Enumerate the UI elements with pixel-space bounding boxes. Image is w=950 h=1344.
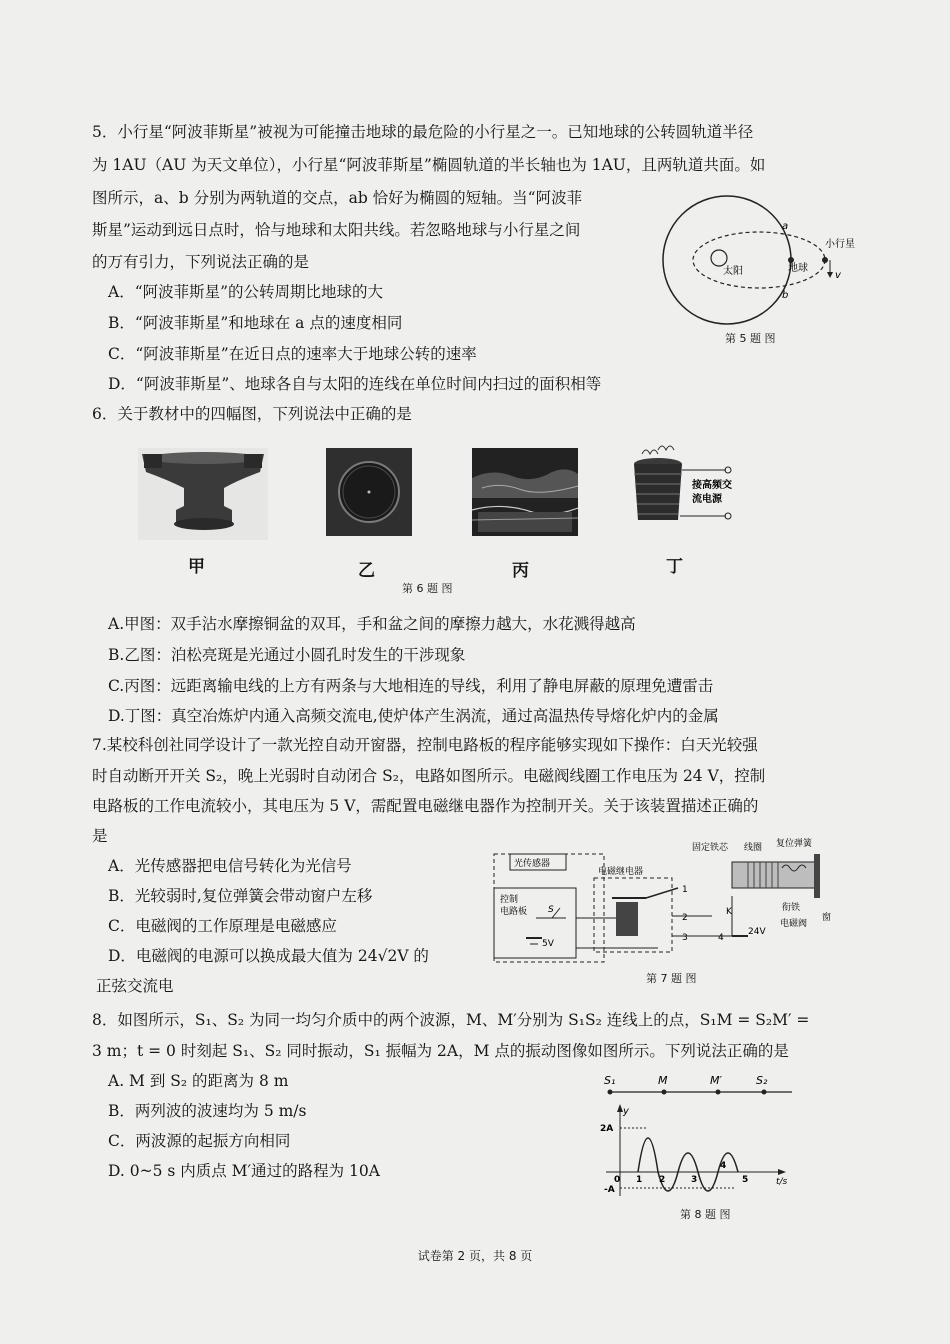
q8-option-c: C．两波源的起振方向相同	[108, 1132, 291, 1150]
coil-label: 线圈	[744, 843, 763, 853]
image-label-yi: 乙	[358, 561, 375, 581]
q7-line-1: 7.某校科创社同学设计了一款光控自动开窗器，控制电路板的程序能够实现如下操作：白天光较强	[92, 736, 758, 754]
tick-3: 3	[691, 1175, 698, 1185]
q5-option-c: C．“阿波菲斯星”在近日点的速率大于地球公转的速率	[108, 345, 477, 363]
node-k-label: K	[726, 907, 732, 917]
q7-option-c: C．电磁阀的工作原理是电磁感应	[108, 917, 337, 935]
valve-label: 电磁阀	[780, 919, 808, 929]
relay-label: 电磁继电器	[598, 867, 644, 877]
asteroid-label: 小行星	[825, 239, 855, 250]
voltage-24v-label: 24V	[748, 927, 766, 937]
copper-basin-photo	[138, 448, 268, 540]
q5-line-4: 斯星”运动到远日点时，恰与地球和太阳共线。若忽略地球与小行星之间	[92, 221, 581, 239]
q7-option-d-cont: 正弦交流电	[96, 977, 174, 995]
node-3-label: 3	[682, 933, 688, 943]
q6-option-a: A.甲图：双手沾水摩擦铜盆的双耳，手和盆之间的摩擦力越大，水花溅得越高	[108, 615, 636, 633]
q8-line-1: 8．如图所示，S₁、S₂ 为同一均匀介质中的两个波源，M、M′分别为 S₁S₂ 连线上的点，S₁M = S₂M′ =	[92, 1011, 810, 1029]
q7-line-2: 时自动断开开关 S₂，晚上光弱时自动闭合 S₂，电路如图所示。电磁阀线圈工作电压为 24 V，控制	[92, 767, 766, 785]
q5-figure-caption: 第 5 题 图	[725, 332, 776, 345]
q8-option-d: D. 0~5 s 内质点 M′通过的路程为 10A	[108, 1162, 380, 1180]
q8-figure-caption: 第 8 题 图	[680, 1208, 731, 1221]
orbit-diagram	[655, 192, 860, 327]
q6-option-d: D.丁图：真空冶炼炉内通入高频交流电,使炉体产生涡流，通过高温热传导熔化炉内的金属	[108, 707, 719, 725]
control-board-label-1: 控制	[500, 895, 519, 905]
wave-diagram	[596, 1070, 796, 1200]
image-label-bing: 丙	[512, 561, 529, 581]
tick-1: 1	[636, 1175, 643, 1185]
s2-label: S₂	[756, 1074, 768, 1087]
poisson-spot-photo	[326, 448, 412, 536]
m-dot-icon	[662, 1090, 667, 1095]
voltage-5v-label: 5V	[542, 939, 554, 949]
point-b-label: b	[782, 290, 789, 301]
s2-dot-icon	[762, 1090, 767, 1095]
q6-figure-caption: 第 6 题 图	[402, 582, 453, 595]
q5-line-2: 为 1AU（AU 为天文单位），小行星“阿波菲斯星”椭圆轨道的半长轴也为 1AU，且两轨道共面。如	[92, 156, 766, 174]
s1-dot-icon	[608, 1090, 613, 1095]
point-a-label: a	[782, 221, 789, 232]
q6-option-b: B.乙图：泊松亮斑是光通过小圆孔时发生的干涉现象	[108, 646, 466, 664]
asteroid-dot-icon	[822, 257, 828, 263]
node-2-label: 2	[682, 913, 688, 923]
q7-option-b: B．光较弱时,复位弹簧会带动窗户左移	[108, 887, 373, 905]
node-4-label: 4	[718, 933, 724, 943]
power-lines-photo	[472, 448, 578, 536]
q5-option-d: D．“阿波菲斯星”、地球各自与太阳的连线在单位时间内扫过的面积相等	[108, 375, 602, 393]
asteroid-orbit	[693, 232, 825, 288]
q8-option-b: B．两列波的波速均为 5 m/s	[108, 1102, 307, 1120]
q5-line-5: 的万有引力，下列说法正确的是	[92, 253, 310, 271]
coil-label-2: 流电源	[692, 494, 722, 505]
y-neg-label: -A	[604, 1185, 615, 1195]
q5-line-3: 图所示，a、b 分别为两轨道的交点，ab 恰好为椭圆的短轴。当“阿波菲	[92, 189, 583, 207]
velocity-arrowhead-icon	[827, 272, 833, 278]
q7-option-d: D．电磁阀的电源可以换成最大值为 24√2V 的	[108, 947, 429, 965]
q6-stem: 6．关于教材中的四幅图，下列说法中正确的是	[92, 405, 412, 423]
y-axis-label: y	[623, 1106, 629, 1117]
circuit-diagram	[486, 836, 836, 966]
control-board-label-2: 电路板	[500, 907, 528, 917]
q5-line-1: 5．小行星“阿波菲斯星”被视为可能撞击地球的最危险的小行星之一。已知地球的公转圆轨道半径	[92, 123, 754, 141]
q5-option-b: B．“阿波菲斯星”和地球在 a 点的速度相同	[108, 314, 403, 332]
tick-4: 4	[720, 1161, 727, 1171]
switch-s-label: S	[548, 905, 554, 915]
q5-option-a: A．“阿波菲斯星”的公转周期比地球的大	[108, 283, 384, 301]
mp-label: M′	[710, 1074, 722, 1087]
q8-option-a: A. M 到 S₂ 的距离为 8 m	[108, 1072, 289, 1090]
q6-option-c: C.丙图：远距离输电线的上方有两条与大地相连的导线，利用了静电屏蔽的原理免遭雷击	[108, 677, 714, 695]
light-sensor-label: 光传感器	[514, 859, 551, 869]
iron-label: 衔铁	[782, 903, 801, 913]
induction-furnace-diagram	[622, 440, 742, 540]
image-label-ding: 丁	[666, 557, 683, 577]
page-footer: 试卷第 2 页，共 8 页	[417, 1249, 533, 1263]
sun-icon	[711, 250, 727, 266]
image-label-jia: 甲	[188, 557, 205, 577]
s1-label: S₁	[604, 1074, 616, 1087]
tick-0: 0	[614, 1175, 621, 1185]
node-1-label: 1	[682, 885, 688, 895]
q7-figure-caption: 第 7 题 图	[646, 972, 697, 985]
q7-line-4: 是	[92, 827, 108, 845]
m-label: M	[658, 1074, 668, 1087]
tick-2: 2	[659, 1175, 666, 1185]
earth-label: 地球	[788, 263, 808, 274]
y-pos-label: 2A	[600, 1124, 614, 1134]
tick-5: 5	[742, 1175, 749, 1185]
velocity-label: v	[835, 270, 841, 281]
t-axis-label: t/s	[776, 1177, 788, 1187]
spring-label: 复位弹簧	[776, 839, 813, 849]
sun-label: 太阳	[723, 266, 743, 277]
window-label: 窗	[822, 913, 832, 923]
q7-option-a: A．光传感器把电信号转化为光信号	[108, 857, 352, 875]
q7-line-3: 电路板的工作电流较小，其电压为 5 V，需配置电磁继电器作为控制开关。关于该装置描述正确的	[92, 797, 759, 815]
q8-line-2: 3 m；t = 0 时刻起 S₁、S₂ 同时振动，S₁ 振幅为 2A，M 点的振动图像如图所示。下列说法正确的是	[92, 1042, 789, 1060]
mp-dot-icon	[716, 1090, 721, 1095]
coil-label-1: 接高频交	[692, 480, 732, 491]
fixed-core-label: 固定铁芯	[692, 843, 729, 853]
